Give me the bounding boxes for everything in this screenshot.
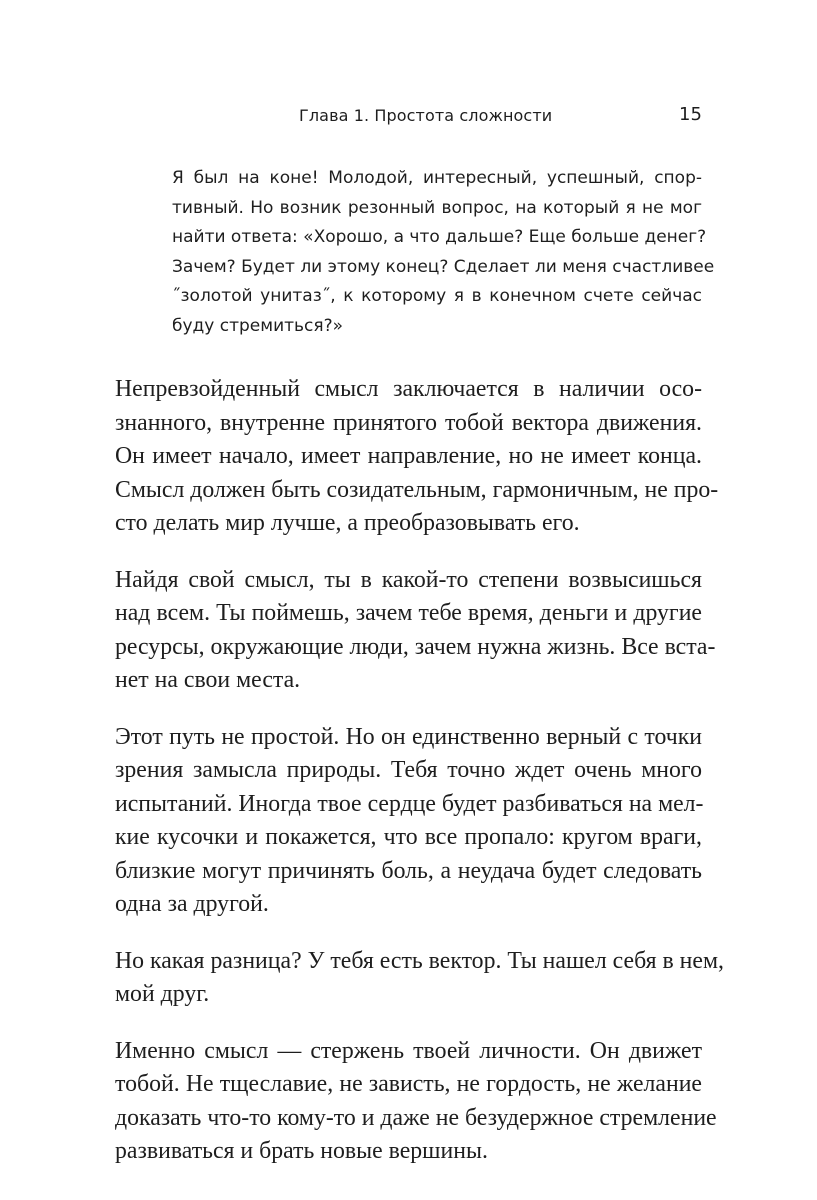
text-line: зрения замысла природы. Тебя точно ждет очень много	[115, 757, 702, 783]
text-line: Найдя свой смысл, ты в какой-то степени возвысишься	[115, 566, 702, 593]
paragraph	[115, 1035, 717, 1169]
text-line: кие кусочки и покажется, что все пропало: кругом враги,	[115, 824, 702, 850]
epigraph-line: тивный. Но возник резонный вопрос, на который я не мог	[172, 197, 702, 218]
text-line: Он имеет начало, имеет направление, но не имеет конца.	[115, 443, 702, 469]
epigraph-line: найти ответа: «Хорошо, а что дальше? Еще больше денег?	[172, 227, 707, 247]
text-line: испытаний. Иногда твое сердце будет разбиваться на мел-	[115, 790, 704, 817]
text-line: мой друг.	[115, 981, 210, 1007]
epigraph-line: Зачем? Будет ли этому конец? Сделает ли меня счастливее	[172, 256, 715, 277]
body-text	[115, 373, 724, 1192]
epigraph-line: Я был на коне! Молодой, интересный, успешный, спор-	[172, 168, 702, 188]
text-line: нет на свои места.	[115, 667, 301, 693]
chapter-title: Глава 1. Простота сложности	[299, 106, 553, 125]
text-line: Смысл должен быть созидательным, гармоничным, не про-	[115, 476, 719, 503]
epigraph-line: буду стремиться?»	[172, 315, 344, 336]
text-line: Непревзойденный смысл заключается в наличии осо-	[115, 376, 702, 402]
paragraph	[115, 564, 716, 698]
text-line: Этот путь не простой. Но он единственно верный с точки	[115, 723, 702, 750]
text-line: над всем. Ты поймешь, зачем тебе время, деньги и другие	[115, 600, 702, 626]
page-number: 15	[679, 104, 702, 125]
text-line: ресурсы, окружающие люди, зачем нужна жизнь. Все вста-	[115, 633, 716, 660]
epigraph-line: ˝золотой унитаз˝, к которому я в конечном счете сейчас	[172, 286, 702, 306]
text-line: одна за другой.	[115, 891, 269, 917]
paragraph	[115, 945, 724, 1012]
epigraph-quote	[172, 164, 715, 341]
text-line: развиваться и брать новые вершины.	[115, 1138, 488, 1164]
paragraph	[115, 721, 702, 922]
text-line: сто делать мир лучше, а преобразовывать его.	[115, 510, 580, 536]
paragraph	[115, 373, 719, 541]
text-line: Но какая разница? У тебя есть вектор. Ты нашел себя в нем,	[115, 947, 724, 974]
text-line: тобой. Не тщеславие, не зависть, не гордость, не желание	[115, 1071, 702, 1097]
text-line: близкие могут причинять боль, а неудача будет следовать	[115, 857, 702, 884]
text-line: знанного, внутренне принятого тобой вектора движения.	[115, 409, 702, 436]
text-line: доказать что-то кому-то и даже не безудержное стремление	[115, 1104, 717, 1131]
running-header	[0, 104, 817, 132]
text-line: Именно смысл — стержень твоей личности. Он движет	[115, 1037, 702, 1064]
